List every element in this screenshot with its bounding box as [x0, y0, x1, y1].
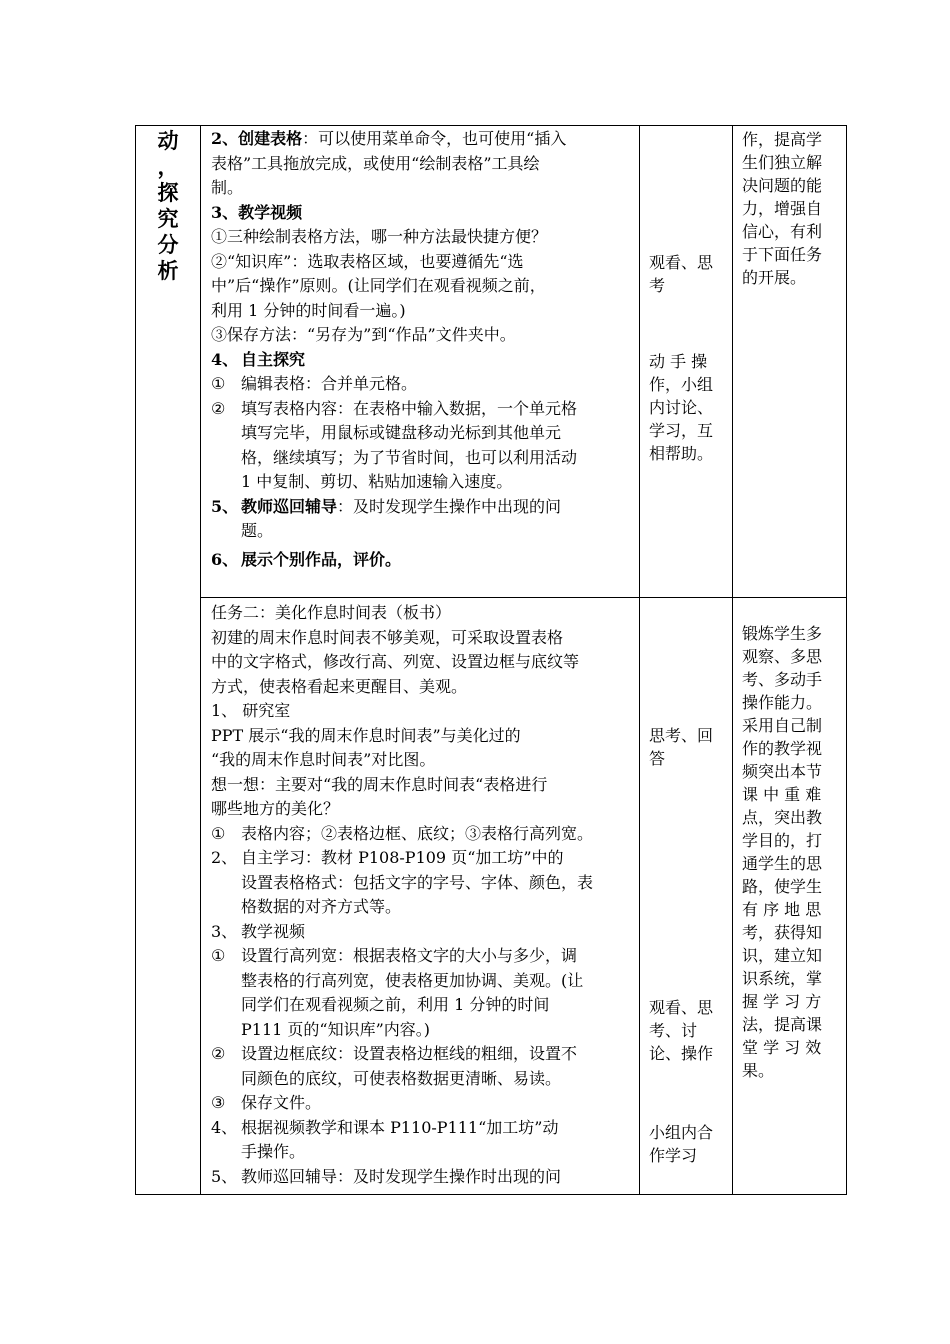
list-item: 4、 自主探究: [211, 349, 306, 369]
student-activity: 思考、回 答: [649, 726, 714, 768]
list-item: ① 编辑表格：合并单元格。: [211, 374, 418, 393]
list-item: ② 设置边框底纹：设置表格边框线的粗细，设置不 同颜色的底纹，可使表格数据更清晰、易读。: [211, 1044, 578, 1088]
list-item: 6、 展示个别作品，评价。: [211, 549, 402, 569]
list-item: ② 填写表格内容：在表格中输入数据，一个单元格 填写完毕，用鼠标或键盘移动光标到其他单元 格，继续填写；为了节省时间，也可以利用活动 1 中复制、剪切、粘贴加速输入速度。: [211, 398, 578, 491]
column-divider: [732, 126, 733, 1194]
stage-label: 动 ， 探 究 分 析: [157, 128, 179, 283]
design-intent: 锻炼学生多 观察、多思 考、多动手 操作能力。 采用自己制 作的教学视 频突出本节 课 中 重 难 点，突出教 学目的，打 通学生的思 路，使学生 有 序 地 思 考，获得知 识，建立知 识系统，掌 握 学 习 方 法，提高课 堂 学 习 效 果。: [742, 624, 823, 1080]
list-item: 5、 教师巡回辅导：及时发现学生操作时出现的问: [211, 1166, 562, 1186]
content-line: 想一想：主要对“我的周末作息时间表“表格进行: [211, 774, 548, 794]
design-intent: 作，提高学 生们独立解 决问题的能 力，增强自 信心，有利 于下面任务 的开展。: [742, 130, 823, 287]
list-item: 2、 自主学习：教材 P108-P109 页“加工坊”中的 设置表格格式：包括文字的字号、字体、颜色，表 格数据的对齐方式等。: [211, 848, 594, 916]
content-line: ①三种绘制表格方法，哪一种方法最快捷方便？: [211, 227, 548, 246]
list-item: ① 表格内容；②表格边框、底纹；③表格行高列宽。: [211, 823, 594, 843]
list-item: 5、 教师巡回辅导：及时发现学生操作中出现的问 题。: [211, 496, 562, 540]
list-item: ③ 保存文件。: [211, 1093, 322, 1112]
content-line: 1、 研究室: [211, 701, 291, 720]
content-line: ③保存方法：“另存为”到“作品”文件夹中。: [211, 325, 516, 344]
teaching-content-cell-1: [211, 127, 636, 572]
list-item: 3、 教学视频: [211, 921, 306, 941]
row-divider: [200, 597, 846, 598]
content-line: 利用 1 分钟的时间看一遍。): [211, 300, 406, 320]
content-line: 2、创建表格：可以使用菜单命令，也可使用“插入: [211, 129, 567, 148]
column-divider: [639, 126, 640, 1194]
content-line: 中的文字格式，修改行高、列宽、设置边框与底纹等: [211, 652, 580, 671]
list-item: 4、 根据视频教学和课本 P110-P111“加工坊”动 手操作。: [211, 1117, 559, 1161]
column-divider: [200, 126, 201, 1194]
lesson-table: [135, 125, 847, 1195]
content-line: “我的周末作息时间表”对比图。: [211, 750, 436, 769]
content-line: 表格”工具拖放完成，或使用“绘制表格”工具绘: [211, 153, 540, 173]
student-activity: 观看、思 考: [649, 253, 714, 295]
content-line: 制。: [211, 178, 244, 197]
content-line: 初建的周末作息时间表不够美观，可采取设置表格: [211, 627, 564, 647]
content-line: 哪些地方的美化？: [211, 799, 340, 818]
content-line: PPT 展示“我的周末作息时间表”与美化过的: [211, 725, 521, 745]
content-line: ②“知识库”：选取表格区域，也要遵循先“选: [211, 251, 524, 271]
teaching-content-cell-2: [211, 601, 636, 1189]
content-line: 方式，使表格看起来更醒目、美观。: [211, 676, 468, 696]
content-line: 3、教学视频: [211, 202, 303, 222]
list-item: ① 设置行高列宽：根据表格文字的大小与多少，调 整表格的行高列宽，使表格更加协调、美观。(让 同学们在观看视频之前，利用 1 分钟的时间 P111 页的“知识库”内容。): [211, 946, 584, 1039]
student-activity: 动 手 操 作，小组 内讨论、 学习，互 相帮助。: [649, 352, 714, 463]
student-activity: 观看、思 考、讨 论、操作: [649, 998, 714, 1063]
student-activity: 小组内合 作学习: [649, 1123, 714, 1165]
content-line: 任务二：美化作息时间表（板书）: [211, 603, 452, 622]
content-line: 中”后“操作”原则。(让同学们在观看视频之前，: [211, 276, 546, 295]
